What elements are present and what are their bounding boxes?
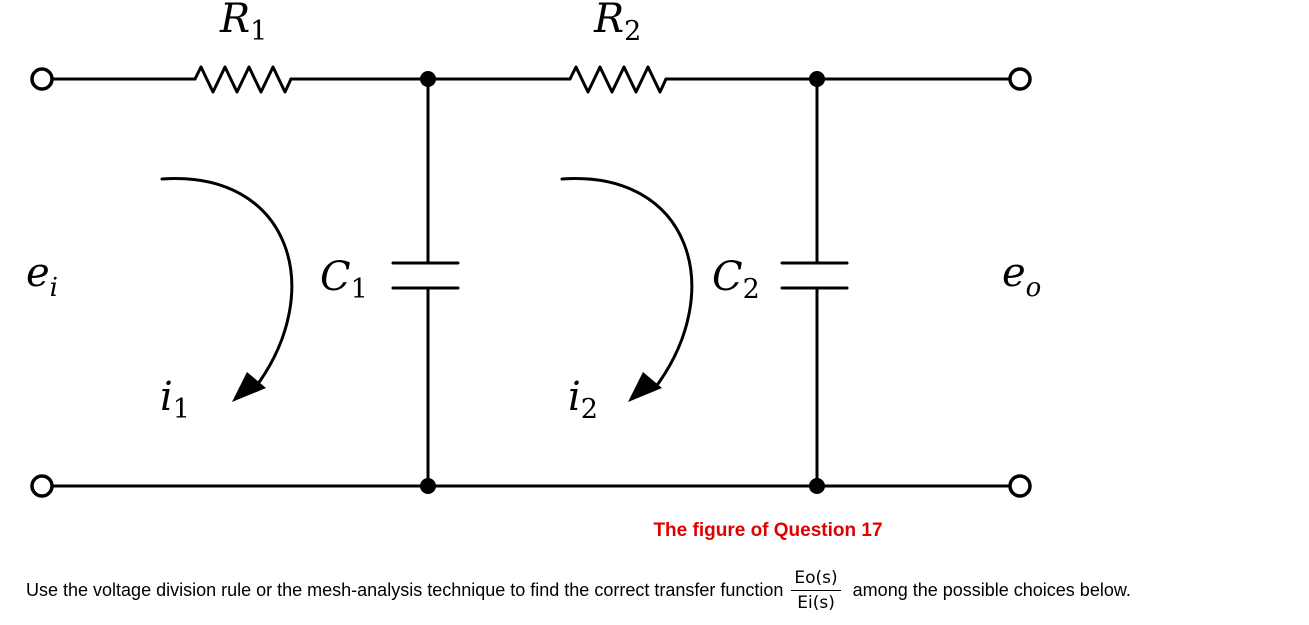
label-mesh-current-1: $i_1$ bbox=[160, 374, 190, 425]
node-bottom-c2 bbox=[809, 478, 825, 494]
mesh-arrow-1 bbox=[162, 179, 292, 388]
question-text-after: among the possible choices below. bbox=[852, 579, 1131, 600]
figure-caption: The figure of Question 17 bbox=[653, 520, 883, 541]
mesh-arrow-1-head bbox=[232, 372, 266, 402]
terminal-input-bottom bbox=[32, 476, 52, 496]
fraction-numerator: Eo(s) bbox=[791, 568, 840, 591]
label-output-voltage: $e_o$ bbox=[1002, 250, 1042, 303]
transfer-function-fraction bbox=[791, 568, 840, 613]
mesh-arrow-2 bbox=[562, 179, 692, 388]
mesh-arrow-2-head bbox=[628, 372, 662, 402]
question-text-before: Use the voltage division rule or the mesh-analysis technique to find the correct transfer function bbox=[26, 579, 784, 600]
terminal-output-bottom bbox=[1010, 476, 1030, 496]
resistor-r1 bbox=[195, 67, 291, 92]
label-r1: $R_1$ bbox=[220, 0, 268, 47]
node-top-c1 bbox=[420, 71, 436, 87]
label-r2: $R_2$ bbox=[594, 0, 642, 47]
node-top-c2 bbox=[809, 71, 825, 87]
label-input-voltage: $e_i$ bbox=[26, 250, 58, 303]
terminal-output-top bbox=[1010, 69, 1030, 89]
terminal-input-top bbox=[32, 69, 52, 89]
label-c1: $C_1$ bbox=[320, 254, 368, 305]
question-text bbox=[26, 562, 1131, 618]
label-c2: $C_2$ bbox=[712, 254, 760, 305]
label-mesh-current-2: $i_2$ bbox=[568, 374, 598, 425]
node-bottom-c1 bbox=[420, 478, 436, 494]
resistor-r2 bbox=[570, 67, 666, 92]
fraction-denominator: Ei(s) bbox=[797, 592, 835, 613]
